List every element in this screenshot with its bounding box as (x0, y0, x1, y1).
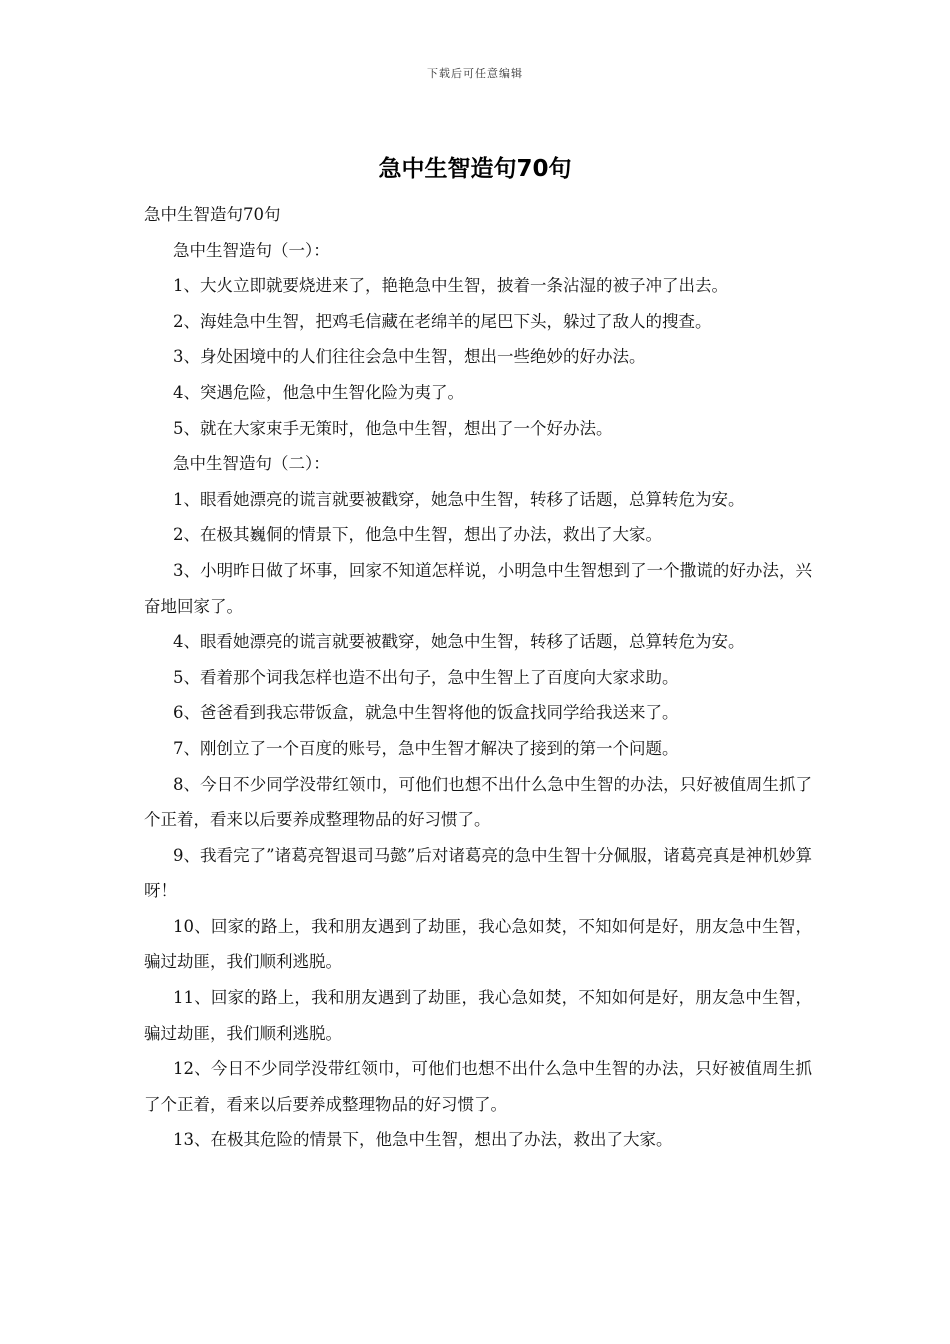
sentence-item: 7、刚创立了一个百度的账号，急中生智才解决了接到的第一个问题。 (173, 738, 679, 758)
sentence-item: 9、我看完了”诸葛亮智退司马懿”后对诸葛亮的急中生智十分佩服，诸葛亮真是神机妙算呀！ (144, 845, 812, 901)
sentence-item: 3、身处困境中的人们往往会急中生智，想出一些绝妙的好办法。 (173, 347, 646, 367)
document-title: 急中生智造句70句 (378, 156, 572, 182)
sentence-item: 4、眼看她漂亮的谎言就要被戳穿，她急中生智，转移了话题，总算转危为安。 (173, 632, 745, 652)
sentence-item: 13、在极其危险的情景下，他急中生智，想出了办法，救出了大家。 (173, 1130, 673, 1150)
header-note: 下载后可任意编辑 (427, 67, 523, 80)
sentence-item: 8、今日不少同学没带红领巾，可他们也想不出什么急中生智的办法，只好被值周生抓了个正着，看来以后要养成整理物品的好习惯了。 (144, 774, 812, 830)
sentence-item: 1、眼看她漂亮的谎言就要被戳穿，她急中生智，转移了话题，总算转危为安。 (173, 489, 745, 509)
sentence-item: 3、小明昨日做了坏事，回家不知道怎样说，小明急中生智想到了一个撒谎的好办法，兴奋地回家了。 (144, 560, 812, 616)
sentence-item: 11、回家的路上，我和朋友遇到了劫匪，我心急如焚，不知如何是好，朋友急中生智，骗过劫匪，我们顺利逃脱。 (144, 988, 812, 1043)
section-heading-2: 急中生智造句（二）： (173, 454, 330, 474)
sentence-item: 6、爸爸看到我忘带饭盒，就急中生智将他的饭盒找同学给我送来了。 (173, 703, 679, 723)
sentence-item: 1、大火立即就要烧进来了，艳艳急中生智，披着一条沾湿的被子冲了出去。 (173, 276, 728, 296)
sentence-item: 2、在极其巍侗的情景下，他急中生智，想出了办法，救出了大家。 (173, 525, 662, 545)
sentence-item: 2、海娃急中生智，把鸡毛信藏在老绵羊的尾巴下头，躲过了敌人的搜查。 (173, 311, 712, 331)
section-heading-1: 急中生智造句（一）： (173, 240, 330, 260)
sentence-item: 5、就在大家束手无策时，他急中生智，想出了一个好办法。 (173, 418, 613, 438)
document-body (144, 197, 812, 1158)
sentence-item: 10、回家的路上，我和朋友遇到了劫匪，我心急如焚，不知如何是好，朋友急中生智，骗过劫匪，我们顺利逃脱。 (144, 916, 812, 972)
sentence-item: 4、突遇危险，他急中生智化险为夷了。 (173, 382, 464, 402)
sentence-item: 5、看着那个词我怎样也造不出句子，急中生智上了百度向大家求助。 (173, 667, 679, 687)
intro-line: 急中生智造句70句 (144, 205, 281, 224)
sentence-item: 12、今日不少同学没带红领巾，可他们也想不出什么急中生智的办法，只好被值周生抓了个正着，看来以后要养成整理物品的好习惯了。 (144, 1059, 812, 1114)
